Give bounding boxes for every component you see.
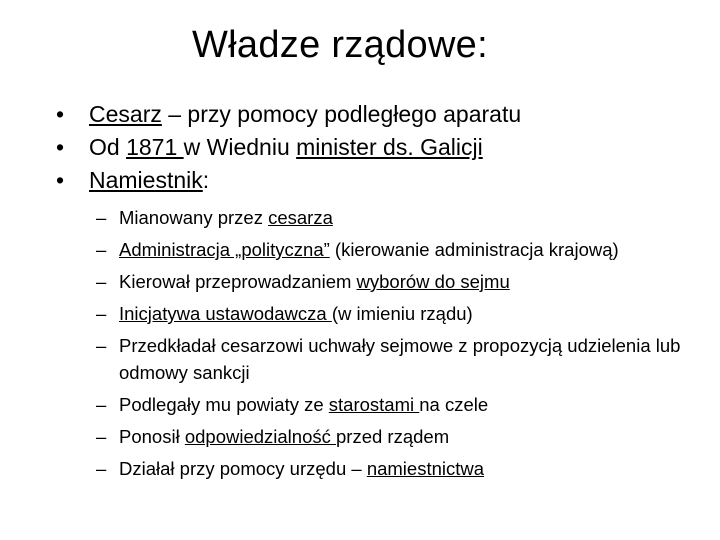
item-text: na czele <box>419 393 489 415</box>
item-text: : <box>202 167 210 193</box>
sub-item-odpowiedzialnosc <box>96 424 696 451</box>
main-bullet-list <box>56 98 696 197</box>
dash-bullet-icon: – <box>96 457 107 479</box>
item-text: – przy pomocy podległego aparatu <box>161 101 522 127</box>
item-text: Mianowany przez <box>119 207 269 228</box>
link-starostami[interactable]: starostami <box>328 393 420 415</box>
item-text: Ponosił <box>119 425 185 447</box>
dash-bullet-icon: – <box>96 271 107 292</box>
sub-item-namiestnictwo <box>96 456 696 483</box>
sub-item-inicjatywa <box>96 301 696 328</box>
dash-bullet-icon: – <box>96 335 107 356</box>
slide-title: Władze rządowe: <box>192 24 488 66</box>
item-text: Kierował przeprowadzaniem <box>119 271 357 292</box>
item-text: Podlegały mu powiaty ze <box>119 393 329 415</box>
link-cesarz[interactable]: Cesarz <box>89 101 162 127</box>
bullet-icon: • <box>56 167 65 193</box>
dash-bullet-icon: – <box>96 425 107 447</box>
sub-item-sankcje <box>96 333 696 386</box>
bullet-icon: • <box>56 101 65 127</box>
link-odpowiedzialnosc[interactable]: odpowiedzialność <box>184 425 337 447</box>
item-text: w Wiedniu <box>183 134 297 160</box>
list-item-cesarz <box>56 98 696 131</box>
link-cesarza[interactable]: cesarza <box>268 207 333 228</box>
dash-bullet-icon: – <box>96 303 107 324</box>
sub-item-wybory <box>96 269 696 296</box>
link-1871[interactable]: 1871 <box>126 134 184 160</box>
dash-bullet-icon: – <box>96 239 107 260</box>
item-text: przed rządem <box>336 425 450 447</box>
bullet-icon: • <box>56 134 65 160</box>
dash-bullet-icon: – <box>96 207 107 228</box>
dash-bullet-icon: – <box>96 393 107 415</box>
link-inicjatywa-ustawodawcza[interactable]: Inicjatywa ustawodawcza <box>119 303 332 324</box>
item-text: Przedkładał cesarzowi uchwały sejmowe z propozycją udzielenia lub odmowy sankcji <box>119 335 681 383</box>
list-item-namiestnik <box>56 164 696 197</box>
list-item-minister <box>56 131 696 164</box>
sub-item-mianowany <box>96 205 696 232</box>
item-text: (w imieniu rządu) <box>331 303 473 324</box>
sub-item-administracja <box>96 237 696 264</box>
sub-item-powiaty <box>96 392 696 419</box>
link-administracja-polityczna[interactable]: Administracja „polityczna” <box>119 239 330 260</box>
item-text: Od <box>89 134 127 160</box>
namiestnik-sublist <box>96 205 696 488</box>
item-text: Działał przy pomocy urzędu – <box>119 457 367 479</box>
link-namiestnictwa[interactable]: namiestnictwa <box>366 457 485 479</box>
link-wybory-do-sejmu[interactable]: wyborów do sejmu <box>356 271 510 292</box>
item-text: (kierowanie administracja krajową) <box>329 239 619 260</box>
link-namiestnik[interactable]: Namiestnik <box>89 167 203 193</box>
link-minister-galicji[interactable]: minister ds. Galicji <box>296 134 483 160</box>
